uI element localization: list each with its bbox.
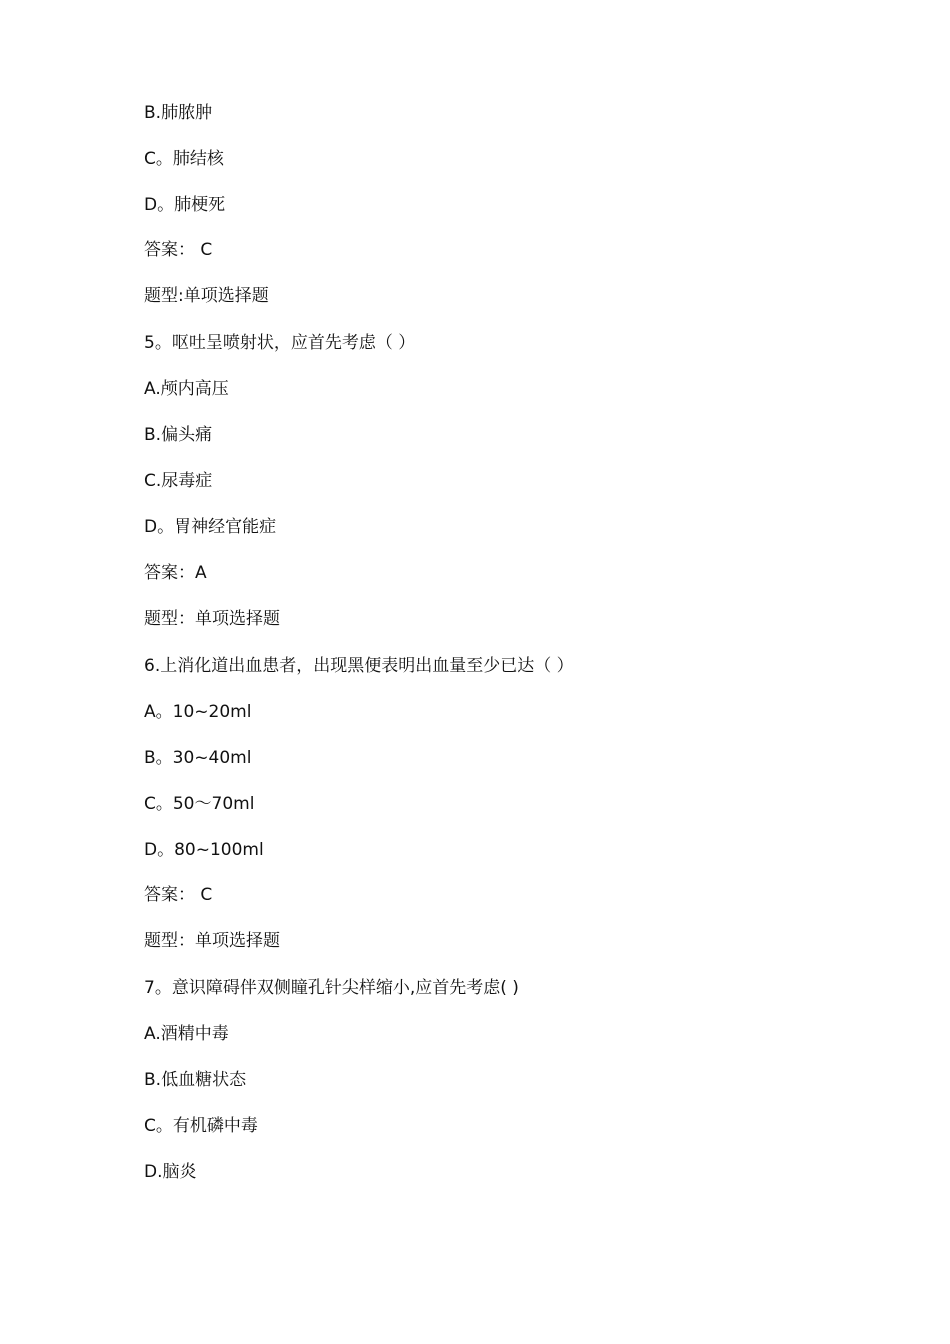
answer-q4: 答案： C — [144, 240, 213, 260]
answer-q6: 答案： C — [144, 885, 213, 905]
option-a-q7: A.酒精中毒 — [144, 1024, 229, 1044]
question-6: 6.上消化道出血患者，出现黑便表明出血量至少已达（ ） — [144, 656, 574, 676]
option-a-q6: A。10~20ml — [144, 702, 252, 722]
option-b-q7: B.低血糖状态 — [144, 1070, 247, 1090]
answer-q5: 答案：A — [144, 563, 207, 583]
option-b-q4: B.肺脓肿 — [144, 103, 213, 123]
option-d-q4: D。肺梗死 — [144, 195, 226, 215]
question-type-q5: 题型：单项选择题 — [144, 609, 280, 629]
option-d-q6: D。80~100ml — [144, 840, 264, 860]
option-b-q5: B.偏头痛 — [144, 425, 213, 445]
option-c-q6: C。50～70ml — [144, 794, 255, 814]
option-a-q5: A.颅内高压 — [144, 379, 229, 399]
option-c-q5: C.尿毒症 — [144, 471, 213, 491]
option-c-q4: C。肺结核 — [144, 149, 224, 169]
option-b-q6: B。30~40ml — [144, 748, 252, 768]
option-d-q7: D.脑炎 — [144, 1162, 197, 1182]
option-c-q7: C。有机磷中毒 — [144, 1116, 258, 1136]
question-7: 7。意识障碍伴双侧瞳孔针尖样缩小,应首先考虑( ) — [144, 978, 519, 998]
question-type-q6: 题型：单项选择题 — [144, 931, 280, 951]
question-type-q4: 题型:单项选择题 — [144, 286, 269, 306]
question-5: 5。呕吐呈喷射状，应首先考虑（ ） — [144, 333, 416, 353]
option-d-q5: D。胃神经官能症 — [144, 517, 277, 537]
